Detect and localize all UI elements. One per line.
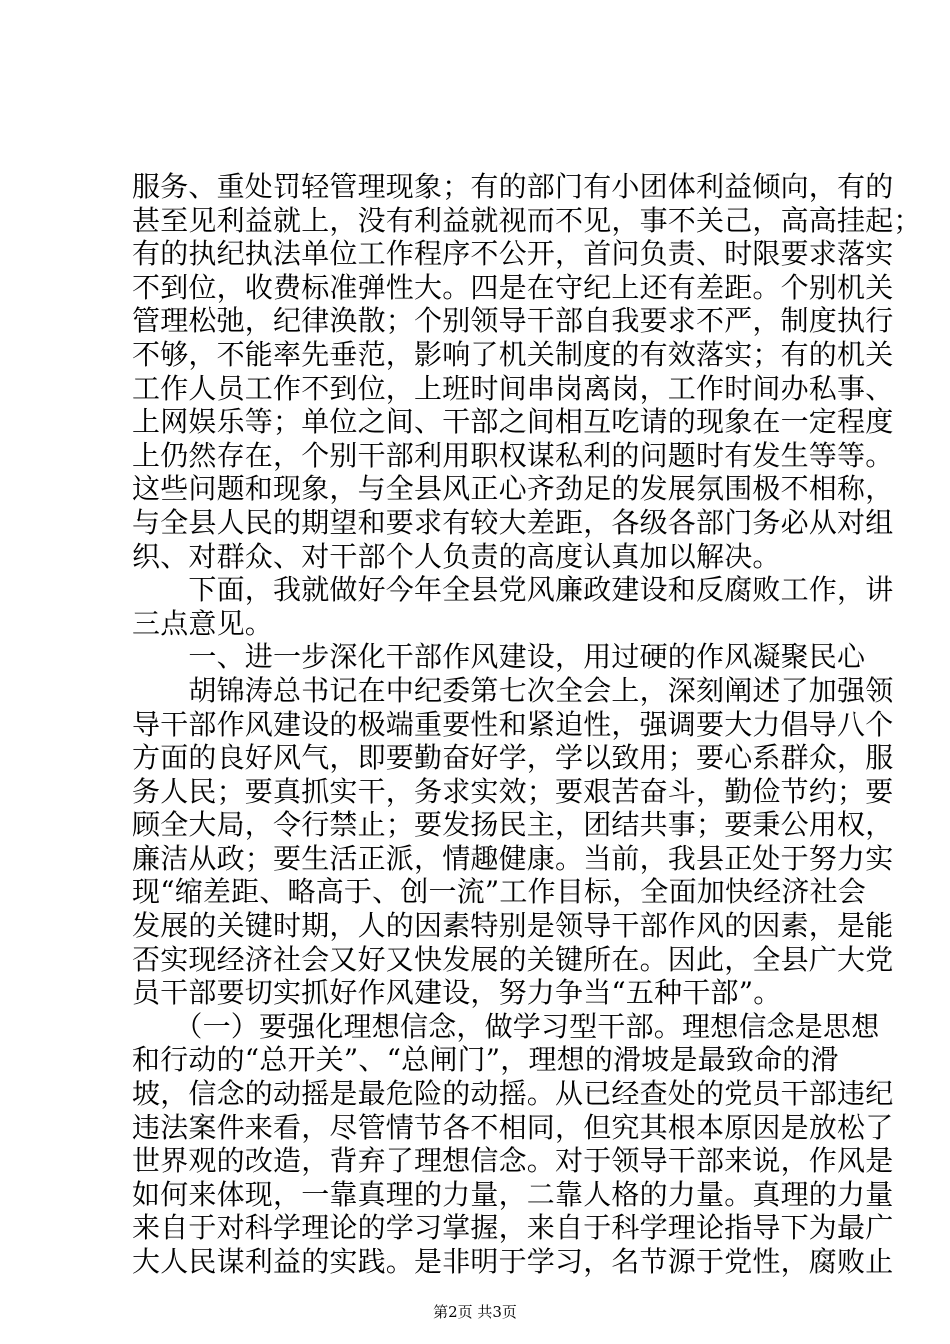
text-line: 胡锦涛总书记在中纪委第七次全会上，深刻阐述了加强领 (132, 673, 894, 707)
text-line: 这些问题和现象，与全县风正心齐劲足的发展氛围极不相称， (132, 472, 894, 506)
text-line: 务人民；要真抓实干，务求实效；要艰苦奋斗，勤俭节约；要 (132, 774, 894, 808)
document-body (132, 170, 922, 1279)
text-line: 大人民谋利益的实践。是非明于学习，名节源于党性，腐败止 (132, 1245, 894, 1278)
text-line: 违法案件来看，尽管情节各不相同，但究其根本原因是放松了 (132, 1110, 894, 1144)
text-line: 来自于对科学理论的学习掌握，来自于科学理论指导下为最广 (132, 1211, 894, 1245)
text-line: 上网娱乐等；单位之间、干部之间相互吃请的现象在一定程度 (132, 405, 894, 439)
text-line: 工作人员工作不到位，上班时间串岗离岗，工作时间办私事、 (132, 371, 894, 405)
text-line: 和行动的“总开关”、“总闸门”，理想的滑坡是最致命的滑 (132, 1043, 839, 1077)
text-line: 发展的关键时期，人的因素特别是领导干部作风的因素，是能 (132, 909, 894, 943)
text-line: 坡，信念的动摇是最危险的动摇。从已经查处的党员干部违纪 (132, 1077, 894, 1111)
text-line: 不到位，收费标准弹性大。四是在守纪上还有差距。个别机关 (132, 270, 894, 304)
text-line: 导干部作风建设的极端重要性和紧迫性，强调要大力倡导八个 (132, 707, 894, 741)
text-line: 管理松弛，纪律涣散；个别领导干部自我要求不严，制度执行 (132, 304, 894, 338)
text-line: 一、进一步深化干部作风建设，用过硬的作风凝聚民心 (132, 640, 866, 674)
text-line: 上仍然存在，个别干部利用职权谋私利的问题时有发生等等。 (132, 438, 894, 472)
text-line: 下面，我就做好今年全县党风廉政建设和反腐败工作，讲 (132, 573, 894, 607)
text-line: 否实现经济社会又好又快发展的关键所在。因此，全县广大党 (132, 942, 894, 976)
text-line: 甚至见利益就上，没有利益就视而不见，事不关己，高高挂起； (132, 203, 922, 237)
text-line: 与全县人民的期望和要求有较大差距，各级各部门务必从对组 (132, 505, 894, 539)
text-line: 世界观的改造，背弃了理想信念。对于领导干部来说，作风是 (132, 1144, 894, 1178)
text-line: 廉洁从政；要生活正派，情趣健康。当前，我县正处于努力实 (132, 841, 894, 875)
text-line: 顾全大局，令行禁止；要发扬民主，团结共事；要秉公用权， (132, 808, 894, 842)
text-line: 员干部要切实抓好作风建设，努力争当“五种干部”。 (132, 976, 782, 1010)
text-line: 三点意见。 (132, 606, 274, 640)
text-line: 如何来体现，一靠真理的力量，二靠人格的力量。真理的力量 (132, 1177, 894, 1211)
text-line: 不够，不能率先垂范，影响了机关制度的有效落实；有的机关 (132, 337, 894, 371)
text-line: 方面的良好风气，即要勤奋好学，学以致用；要心系群众，服 (132, 741, 894, 775)
text-line: 现“缩差距、略高于、创一流”工作目标，全面加快经济社会 (132, 875, 867, 909)
text-line: 有的执纪执法单位工作程序不公开，首问负责、时限要求落实 (132, 237, 894, 271)
text-line: （一）要强化理想信念，做学习型干部。理想信念是思想 (132, 1009, 880, 1043)
text-line: 服务、重处罚轻管理现象；有的部门有小团体利益倾向，有的 (132, 170, 894, 203)
text-line: 织、对群众、对干部个人负责的高度认真加以解决。 (132, 539, 781, 573)
page-footer: 第2页 共3页 (433, 1303, 517, 1321)
